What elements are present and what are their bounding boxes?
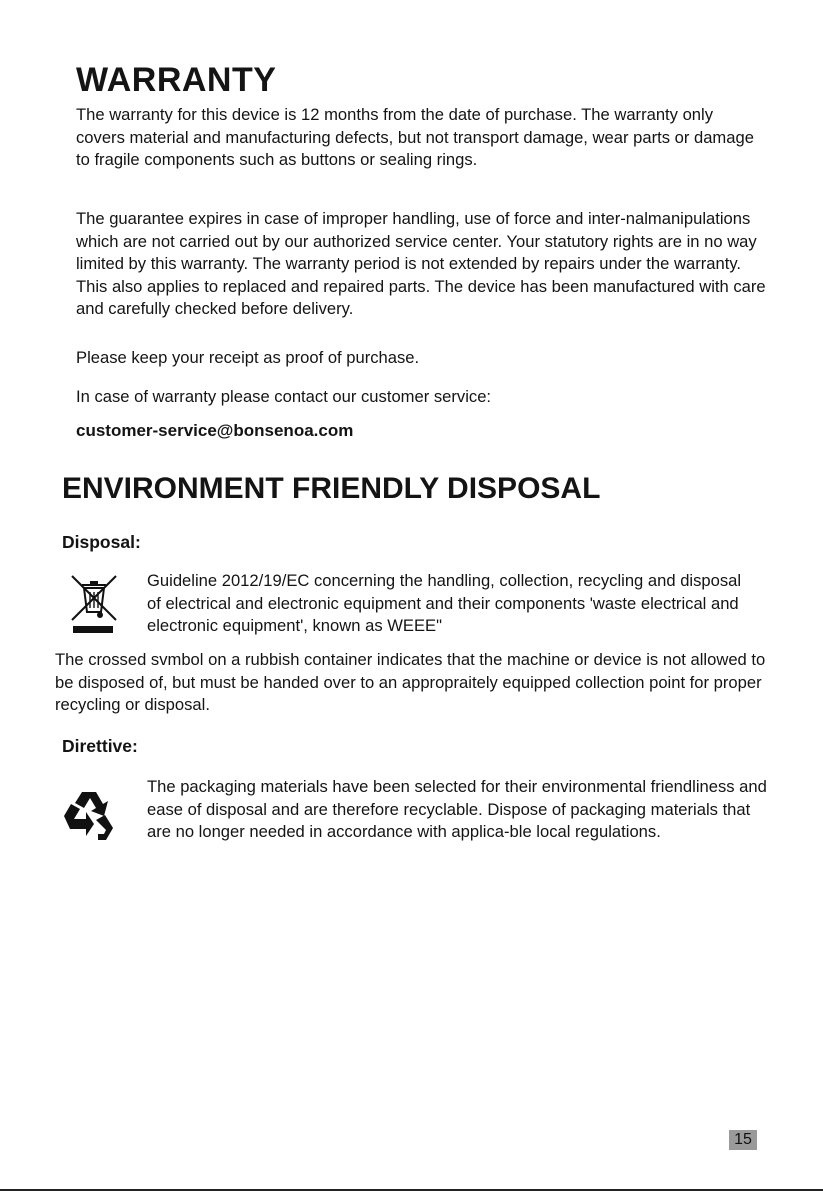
weee-guideline-text: Guideline 2012/19/EC concerning the handling, collection, recycling and disposal of electrical and electronic equipment and their components 'waste electrical and electronic equipment', known as WEEE" xyxy=(147,571,742,635)
recycle-text: The packaging materials have been selected for their environmental friendliness and ease of disposal and are therefore recyclable. Dispose of packaging materials that are no longer needed in accordance with applica-ble local regulations. xyxy=(147,777,767,841)
customer-service-email[interactable]: customer-service@bonsenoa.com xyxy=(76,421,354,440)
warranty-title: WARRANTY xyxy=(76,61,277,99)
recycle-icon xyxy=(60,786,118,844)
disposal-heading: Disposal: xyxy=(62,532,141,552)
crossed-symbol-text: The crossed svmbol on a rubbish container indicates that the machine or device is not allowed to be disposed of, but must be handed over to an appropraitely equipped collection point for proper recycling or disposal. xyxy=(55,650,766,714)
page-number: 15 xyxy=(729,1130,757,1150)
crossed-out-wheelie-bin-icon xyxy=(66,570,122,640)
direttive-heading: Direttive: xyxy=(62,736,138,756)
warranty-paragraph-2: The guarantee expires in case of improper handling, use of force and inter-nalmanipulations which are not carried out by our authorized service center. Your statutory rights are in no way limited by this warranty. The warranty period is not extended by repairs under the warranty. This also applies to replaced and repaired parts. The device has been manufactured with care and carefully checked before delivery. xyxy=(76,209,766,318)
bottom-divider xyxy=(0,1189,823,1191)
warranty-paragraph-3: Please keep your receipt as proof of purchase. xyxy=(76,348,420,367)
environment-title: ENVIRONMENT FRIENDLY DISPOSAL xyxy=(62,472,601,505)
warranty-paragraph-4: In case of warranty please contact our customer service: xyxy=(76,387,492,406)
warranty-paragraph-1: The warranty for this device is 12 months from the date of purchase. The warranty only covers material and manufacturing defects, but not transport damage, wear parts or damage to fragile components such as buttons or sealing rings. xyxy=(76,105,754,169)
